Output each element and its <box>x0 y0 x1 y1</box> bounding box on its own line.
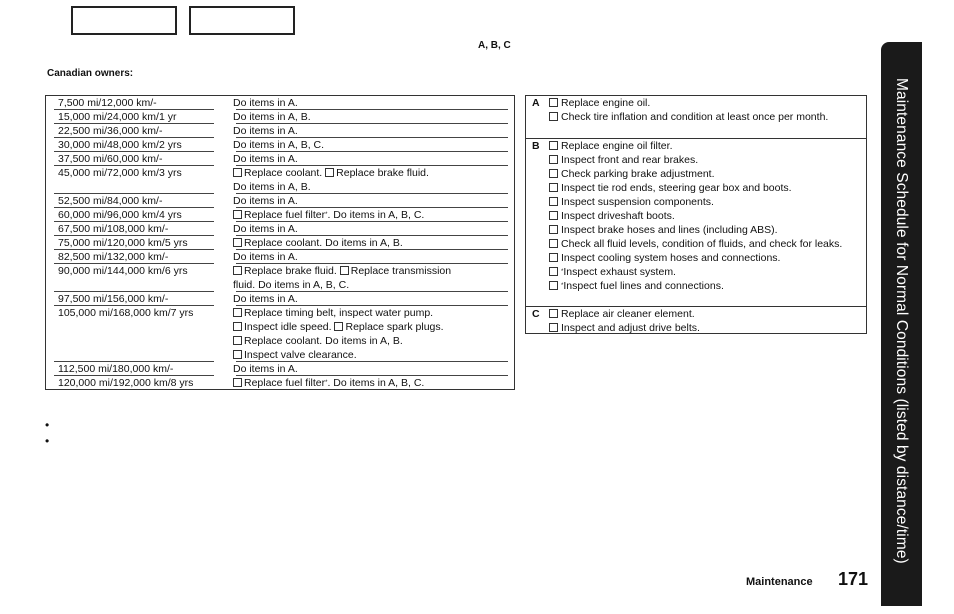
task-cell: Replace coolant. Do items in A, B. <box>233 236 511 250</box>
schedule-table <box>45 95 515 390</box>
checkbox-icon <box>340 266 349 275</box>
row-divider <box>54 235 214 236</box>
items-heading: A, B, C <box>478 40 511 51</box>
task-cell: Do items in A. <box>233 125 298 137</box>
distance-cell: 30,000 mi/48,000 km/2 yrs <box>58 139 182 151</box>
checkbox-icon <box>549 183 558 192</box>
distance-cell: 90,000 mi/144,000 km/6 yrs <box>58 265 188 277</box>
distance-cell: 15,000 mi/24,000 km/1 yr <box>58 111 177 123</box>
checkbox-icon <box>549 155 558 164</box>
distance-cell: 37,500 mi/60,000 km/- <box>58 153 163 165</box>
task-cell: Do items in A. <box>233 223 298 235</box>
bullet: • <box>45 418 50 432</box>
list-item: *Inspect exhaust system. <box>549 265 863 279</box>
checkbox-icon <box>325 168 334 177</box>
task-cell: Do items in A. <box>233 293 298 305</box>
checkbox-icon <box>549 239 558 248</box>
row-divider <box>236 151 508 152</box>
row-divider <box>236 375 508 376</box>
list-item: Inspect cooling system hoses and connections. <box>549 251 863 265</box>
canadian-owners-heading: Canadian owners: <box>47 68 134 79</box>
row-divider <box>54 361 214 362</box>
blank-box-right <box>189 6 295 35</box>
list-item: *Inspect fuel lines and connections. <box>549 279 863 293</box>
task-cell: Replace brake fluid. Replace transmission fluid. Do items in A, B, C. <box>233 265 452 291</box>
row-divider <box>236 305 508 306</box>
row-divider <box>54 375 214 376</box>
list-item: Inspect suspension components. <box>549 195 863 209</box>
checkbox-icon <box>233 322 242 331</box>
maintenance-items-table <box>525 95 867 334</box>
checkbox-icon <box>549 141 558 150</box>
blank-box-left <box>71 6 177 35</box>
list-item: Replace air cleaner element. <box>549 307 863 321</box>
row-divider <box>54 221 214 222</box>
checkbox-icon <box>233 210 242 219</box>
distance-cell: 75,000 mi/120,000 km/5 yrs <box>58 237 188 249</box>
row-divider <box>54 109 214 110</box>
distance-cell: 112,500 mi/180,000 km/- <box>58 363 174 375</box>
checkbox-icon <box>549 211 558 220</box>
task-cell: Replace coolant. Replace brake fluid. Do items in A, B. <box>233 167 429 193</box>
checkbox-icon <box>549 323 558 332</box>
row-divider <box>54 137 214 138</box>
checkbox-icon <box>233 266 242 275</box>
task-cell: Do items in A. <box>233 363 298 375</box>
distance-cell: 67,500 mi/108,000 km/- <box>58 223 169 235</box>
row-divider <box>54 291 214 292</box>
row-divider <box>236 193 508 194</box>
row-divider <box>54 151 214 152</box>
checkbox-icon <box>549 267 558 276</box>
list-item: Check tire inflation and condition at least once per month. <box>549 110 863 124</box>
task-cell: Do items in A. <box>233 195 298 207</box>
checkbox-icon <box>549 98 558 107</box>
task-cell: Do items in A. <box>233 251 298 263</box>
task-cell: Do items in A, B. <box>233 111 311 123</box>
row-divider <box>236 165 508 166</box>
distance-cell: 97,500 mi/156,000 km/- <box>58 293 169 305</box>
task-cell: Replace fuel filter*. Do items in A, B, C. <box>233 208 511 222</box>
row-divider <box>54 305 214 306</box>
task-cell: Replace timing belt, inspect water pump. Inspect idle speed. Replace spark plugs. Replace coolant. Do items in A, B. Inspect valve clearance. <box>233 306 511 362</box>
list-item: Check all fluid levels, condition of fluids, and check for leaks. <box>549 237 863 251</box>
checkbox-icon <box>233 336 242 345</box>
row-divider <box>54 249 214 250</box>
checkbox-icon <box>233 308 242 317</box>
checkbox-icon <box>549 309 558 318</box>
row-divider <box>54 123 214 124</box>
bullet: • <box>45 434 50 448</box>
list-item: Check parking brake adjustment. <box>549 167 863 181</box>
group-letter: C <box>532 308 540 320</box>
distance-cell: 7,500 mi/12,000 km/- <box>58 97 157 109</box>
footer-section-label: Maintenance <box>746 576 813 588</box>
list-item: Inspect front and rear brakes. <box>549 153 863 167</box>
row-divider <box>236 109 508 110</box>
row-divider <box>236 263 508 264</box>
list-item: Inspect driveshaft boots. <box>549 209 863 223</box>
distance-cell: 120,000 mi/192,000 km/8 yrs <box>58 377 194 389</box>
task-cell: Do items in A, B, C. <box>233 139 325 151</box>
task-cell: Do items in A. <box>233 153 298 165</box>
list-item: Inspect and adjust drive belts. <box>549 321 863 335</box>
list-item: Inspect tie rod ends, steering gear box and boots. <box>549 181 863 195</box>
distance-cell: 82,500 mi/132,000 km/- <box>58 251 169 263</box>
checkbox-icon <box>233 350 242 359</box>
row-divider <box>54 207 214 208</box>
group-letter: B <box>532 140 540 152</box>
checkbox-icon <box>549 169 558 178</box>
row-divider <box>236 361 508 362</box>
row-divider <box>236 235 508 236</box>
distance-cell: 45,000 mi/72,000 km/3 yrs <box>58 167 182 179</box>
checkbox-icon <box>549 281 558 290</box>
task-cell: Replace fuel filter*. Do items in A, B, C. <box>233 376 511 390</box>
distance-cell: 105,000 mi/168,000 km/7 yrs <box>58 307 194 319</box>
checkbox-icon <box>233 238 242 247</box>
list-item: Inspect brake hoses and lines (including ABS). <box>549 223 863 237</box>
row-divider <box>236 291 508 292</box>
distance-cell: 52,500 mi/84,000 km/- <box>58 195 163 207</box>
task-cell: Do items in A. <box>233 97 298 109</box>
side-tab-title: Maintenance Schedule for Normal Conditions (listed by distance/time) <box>893 78 910 564</box>
group-letter: A <box>532 97 540 109</box>
row-divider <box>236 123 508 124</box>
checkbox-icon <box>233 168 242 177</box>
checkbox-icon <box>549 253 558 262</box>
row-divider <box>54 263 214 264</box>
distance-cell: 22,500 mi/36,000 km/- <box>58 125 163 137</box>
checkbox-icon <box>549 197 558 206</box>
list-item: Replace engine oil. <box>549 96 863 110</box>
page-number: 171 <box>838 569 869 589</box>
checkbox-icon <box>549 225 558 234</box>
row-divider <box>54 193 214 194</box>
checkbox-icon <box>334 322 343 331</box>
row-divider <box>54 165 214 166</box>
row-divider <box>236 249 508 250</box>
list-item: Replace engine oil filter. <box>549 139 863 153</box>
checkbox-icon <box>549 112 558 121</box>
row-divider <box>236 137 508 138</box>
distance-cell: 60,000 mi/96,000 km/4 yrs <box>58 209 182 221</box>
row-divider <box>236 221 508 222</box>
row-divider <box>236 207 508 208</box>
checkbox-icon <box>233 378 242 387</box>
